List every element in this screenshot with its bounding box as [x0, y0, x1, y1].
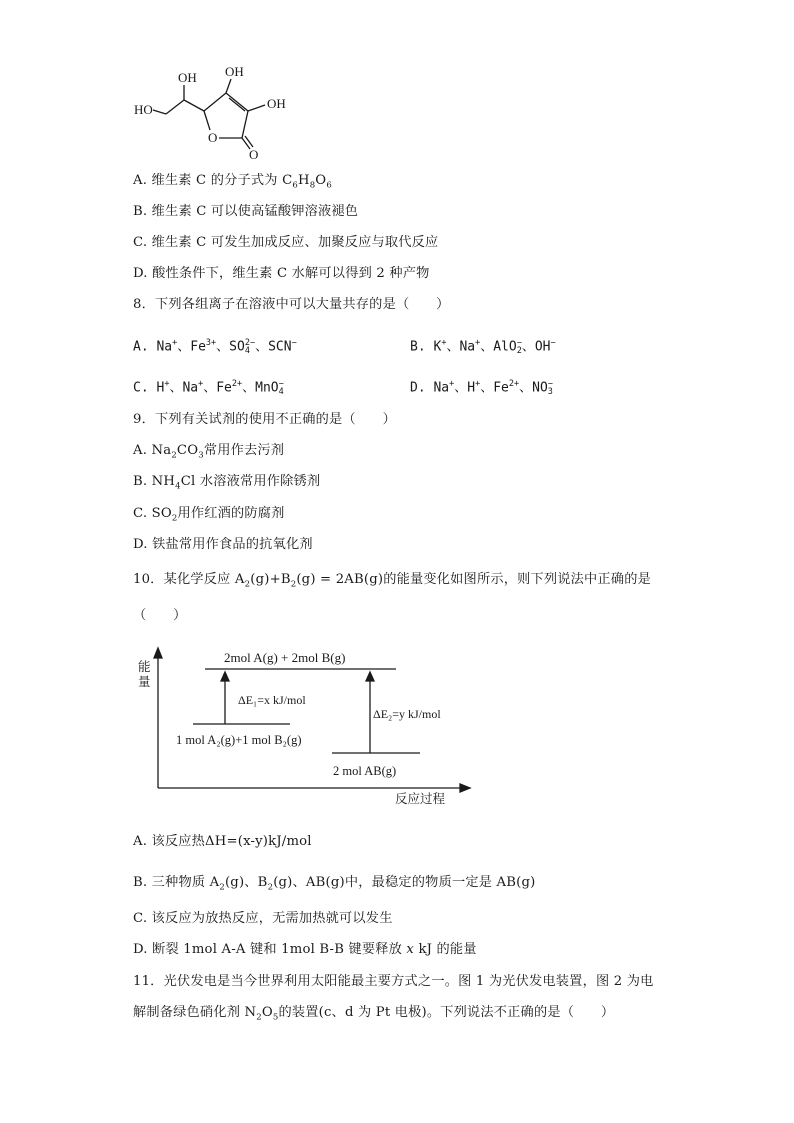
vitamin-c-structure — [128, 58, 298, 168]
q11-stem-line2: 解制备绿色硝化剂 $N_2O_5$的装置(c、d 为 Pt 电极)。下列说法不正确的是（ ） — [133, 1005, 615, 1023]
q10-stem: 10．某化学反应 $A_2(g)+B_2(g) = 2AB(g)$的能量变化如图所示，则下列说法中正确的是 — [133, 572, 651, 590]
q9-option-d: D. 铁盐常用作食品的抗氧化剂 — [133, 537, 313, 552]
q10-option-a: A. 该反应热ΔH=(x-y)kJ/mol — [133, 834, 312, 849]
ho-label-left: HO — [134, 102, 153, 117]
q8-option-b: B. K+、Na+、AlO − 2 、OH− — [410, 337, 556, 356]
q7-option-a: A. 维生素 C 的分子式为 $C_6H_8O_6$ — [133, 173, 332, 191]
top-level-label: 2mol A(g) + 2mol B(g) — [224, 650, 346, 665]
q8-option-a: A. Na+、$Fe^{3+}$、SO 2− 4 、SCN− — [133, 337, 297, 356]
q7-option-d: D. 酸性条件下，维生素 C 水解可以得到 2 种产物 — [133, 266, 430, 281]
oh-label-right: OH — [267, 96, 286, 111]
energy-diagram — [130, 640, 480, 812]
q10-option-d: D. 断裂 1mol A-A 键和 1mol B-B 键要释放 x kJ 的能量 — [133, 942, 477, 957]
x-axis-label: 反应过程 — [395, 791, 446, 806]
oh-label-top-right: OH — [225, 64, 244, 79]
q8-option-c: C. H+、Na+、$Fe^{2+}$、MnO − 4 — [133, 378, 284, 397]
de1-label: ΔE₁=x kJ/mol — [238, 693, 306, 707]
y-axis-label: 能量 — [138, 659, 151, 689]
q10-option-b: B. 三种物质 $A_2(g)$、$B_2(g)$、AB(g)中，最稳定的物质一定是 AB(g) — [133, 875, 536, 893]
q10-stem-paren: （ ） — [133, 608, 187, 623]
oh-label-top-left: OH — [178, 70, 197, 85]
q8-option-d: D. Na+、H+、$Fe^{2+}$、NO − 3 — [410, 378, 553, 397]
q9-option-b: B. $NH_4Cl$ 水溶液常用作除锈剂 — [133, 474, 321, 492]
q9-option-a: A. $Na_2CO_3$常用作去污剂 — [133, 443, 285, 461]
q11-stem-line1: 11．光伏发电是当今世界利用太阳能最主要方式之一。图 1 为光伏发电装置，图 2 为电 — [133, 974, 654, 989]
q7-option-b: B. 维生素 C 可以使高锰酸钾溶液褪色 — [133, 204, 359, 219]
carbonyl-oxygen-label: O — [249, 147, 259, 162]
q7-option-c: C. 维生素 C 可发生加成反应、加聚反应与取代反应 — [133, 235, 439, 250]
ring-oxygen-label: O — [208, 130, 218, 145]
q9-stem: 9．下列有关试剂的使用不正确的是（ ） — [133, 412, 396, 427]
q8-stem: 8．下列各组离子在溶液中可以大量共存的是（ ） — [133, 297, 450, 312]
de2-label: ΔE₂=y kJ/mol — [373, 707, 441, 721]
right-level-label: 2 mol AB(g) — [333, 764, 397, 778]
q10-option-c: C. 该反应为放热反应，无需加热就可以发生 — [133, 911, 393, 926]
q9-option-c: C. $SO_2$用作红酒的防腐剂 — [133, 506, 285, 524]
left-level-label: 1 mol A₂(g)+1 mol B₂(g) — [176, 733, 302, 747]
